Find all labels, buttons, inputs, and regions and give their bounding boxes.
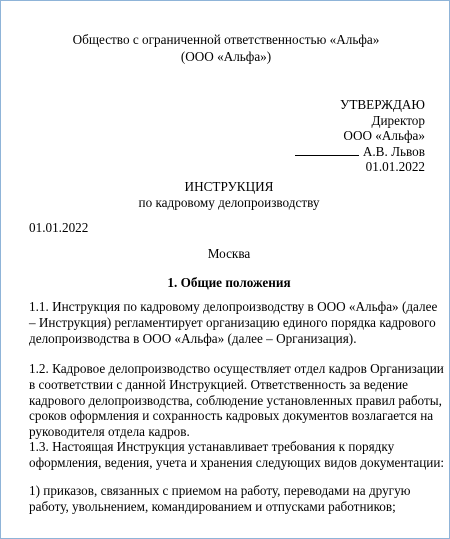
organization-short-name: (ООО «Альфа») [180, 49, 272, 64]
approval-position: Директор [371, 112, 425, 128]
organization-full-name: Общество с ограниченной ответственностью «Альфа» [72, 32, 380, 47]
organization-header [1, 31, 450, 65]
document-title-block [1, 179, 450, 211]
paragraph-line: делопроизводства в ООО «Альфа» (далее – Организация). [29, 330, 357, 346]
paragraph-1-2 [29, 361, 444, 440]
document-date: 01.01.2022 [29, 220, 89, 235]
signature-line [295, 144, 359, 156]
paragraph-line: в соответствии с данной Инструкцией. Ответственность за ведение [29, 376, 409, 392]
approval-date: 01.01.2022 [365, 159, 425, 175]
paragraph-line: сроков оформления и сохранность кадровых документов возлагается на [29, 408, 434, 424]
list-item-1 [29, 483, 439, 515]
section-title: 1. Общие положения [167, 275, 291, 290]
paragraph-line: 1) приказов, связанных с приемом на работу, переводами на другую [29, 483, 411, 498]
approval-signer: А.В. Львов [362, 143, 425, 159]
document-title: ИНСТРУКЦИЯ [184, 179, 274, 194]
document-subtitle: по кадровому делопроизводству [138, 195, 320, 210]
paragraph-1-3 [29, 439, 445, 471]
paragraph-1-1 [29, 299, 439, 346]
paragraph-line: руководителя отдела кадров. [29, 424, 190, 440]
paragraph-line: 1.3. Настоящая Инструкция устанавливает требования к порядку [29, 439, 395, 454]
paragraph-line: кадрового делопроизводства, соблюдение установленных правил работы, [29, 392, 442, 408]
document-city: Москва [207, 246, 251, 261]
paragraph-line: 1.2. Кадровое делопроизводство осуществляет отдел кадров Организации [29, 361, 444, 376]
approval-company: ООО «Альфа» [343, 128, 425, 144]
paragraph-line: оформления, ведения, учета и хранения следующих видов документации: [29, 454, 445, 470]
paragraph-line: 1.1. Инструкция по кадровому делопроизводству в ООО «Альфа» (далее [29, 299, 438, 314]
approval-signature-row [295, 144, 425, 160]
paragraph-line: – Инструкция) регламентирует организацию единого порядка кадрового [29, 314, 436, 330]
approval-heading: УТВЕРЖДАЮ [339, 97, 425, 112]
paragraph-line: работу, увольнением, командированием и отпусками работников; [29, 498, 396, 514]
approval-block [295, 97, 425, 175]
